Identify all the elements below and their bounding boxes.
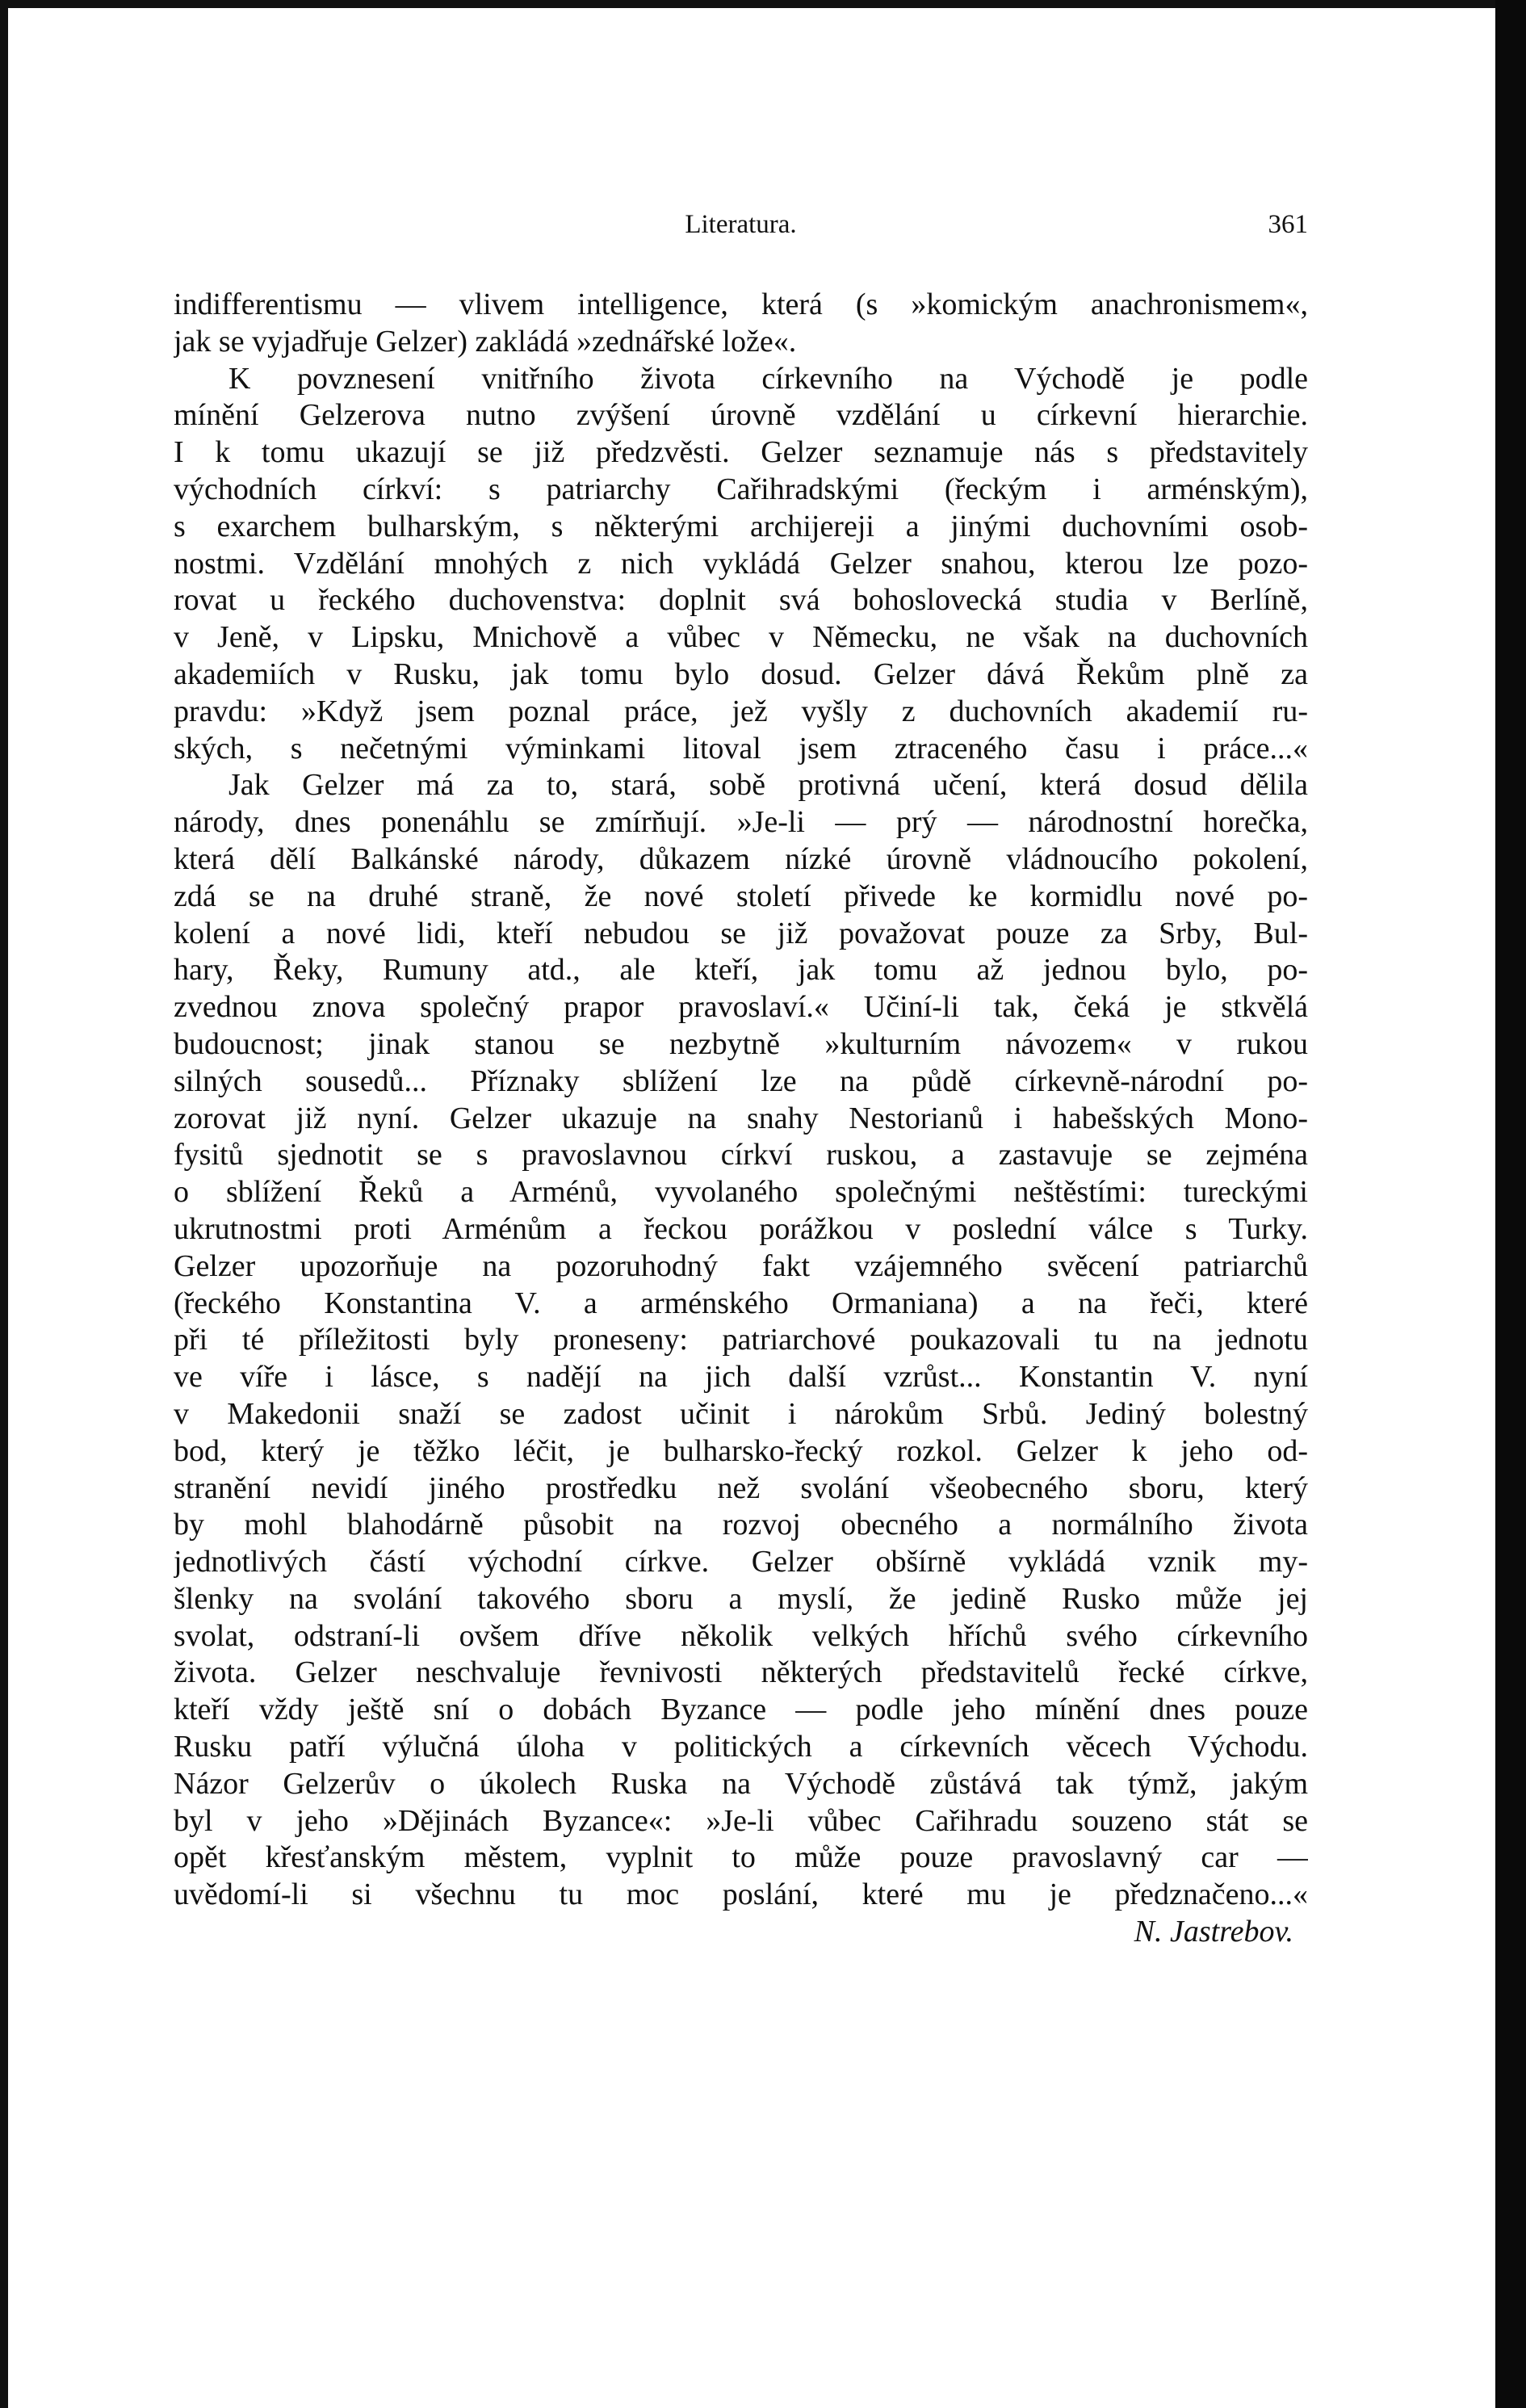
text-line: ve víře i lásce, s nadějí na jich další vzrůst... Konstantin V. nyní	[174, 1360, 1308, 1395]
text-line: budoucnost; jinak stanou se nezbytně »kulturním návozem« v rukou	[174, 1026, 1308, 1061]
page-number: 361	[1268, 210, 1308, 239]
text-line: Jak Gelzer má za to, stará, sobě protivná učení, která dosud dělila	[228, 768, 1308, 803]
text-line: s exarchem bulharským, s některými archijereji a jinými duchovními osob-	[174, 509, 1308, 543]
page-header	[174, 210, 1308, 250]
text-line: v Makedonii snaží se zadost učinit i nárokům Srbů. Jediný bolestný	[174, 1396, 1308, 1431]
text-line: I k tomu ukazují se již předzvěsti. Gelzer seznamuje nás s představitely	[174, 435, 1308, 470]
text-line: kteří vždy ještě sní o dobách Byzance — podle jeho mínění dnes pouze	[174, 1693, 1308, 1727]
text-line: svolat, odstraní-li ovšem dříve několik velkých hříchů svého církevního	[174, 1618, 1308, 1653]
text-line: při té příležitosti byly proneseny: patriarchové poukazovali tu na jednotu	[174, 1323, 1308, 1357]
text-line: stranění nevidí jiného prostředku než svolání všeobecného sboru, který	[174, 1470, 1308, 1505]
text-line: která dělí Balkánské národy, důkazem nízké úrovně vládnoucího pokolení,	[174, 841, 1308, 876]
text-line: Rusku patří výlučná úloha v politických a církevních věcech Východu.	[174, 1730, 1308, 1764]
text-line: v Jeně, v Lipsku, Mnichově a vůbec v Německu, ne však na duchovních	[174, 620, 1308, 655]
text-line: zorovat již nyní. Gelzer ukazuje na snahy Nestorianů i habešských Mono-	[174, 1101, 1308, 1135]
text-line: pravdu: »Když jsem poznal práce, jež vyšly z duchovních akademií ru-	[174, 694, 1308, 728]
text-line: ských, s nečetnými výminkami litoval jsem ztraceného času i práce...«	[174, 731, 1308, 766]
text-line: fysitů sjednotit se s pravoslavnou církví ruskou, a zastavuje se zejména	[174, 1138, 1308, 1173]
text-line: rovat u řeckého duchovenstva: doplnit svá bohoslovecká studia v Berlíně,	[174, 583, 1308, 618]
text-line: silných sousedů... Příznaky sblížení lze na půdě církevně-národní po-	[174, 1063, 1308, 1098]
text-line: akademiích v Rusku, jak tomu bylo dosud. Gelzer dává Řekům plně za	[174, 657, 1308, 691]
text-line: byl v jeho »Dějinách Byzance«: »Je-li vůbec Cařihradu souzeno stát se	[174, 1803, 1308, 1838]
text-line: mínění Gelzerova nutno zvýšení úrovně vzdělání u církevní hierarchie.	[174, 398, 1308, 433]
text-line: Názor Gelzerův o úkolech Ruska na Východě zůstává tak týmž, jakým	[174, 1766, 1308, 1801]
text-line: hary, Řeky, Rumuny atd., ale kteří, jak tomu až jednou bylo, po-	[174, 953, 1308, 988]
article-body	[174, 287, 1308, 1951]
text-line: šlenky na svolání takového sboru a myslí, že jedině Rusko může jej	[174, 1581, 1308, 1616]
text-line: bod, který je těžko léčit, je bulharsko-řecký rozkol. Gelzer k jeho od-	[174, 1433, 1308, 1468]
text-line: zdá se na druhé straně, že nové století přivede ke kormidlu nové po-	[174, 879, 1308, 913]
text-line: K povznesení vnitřního života církevního na Východě je podle	[228, 361, 1308, 396]
text-line: jednotlivých částí východní církve. Gelzer obšírně vykládá vznik my-	[174, 1545, 1308, 1579]
text-line: národy, dnes ponenáhlu se zmírňují. »Je-li — prý — národnostní horečka,	[174, 805, 1308, 840]
text-line: kolení a nové lidi, kteří nebudou se již považovat pouze za Srby, Bul-	[174, 916, 1308, 950]
text-line: indifferentismu — vlivem intelligence, která (s »komickým anachronismem«,	[174, 287, 1308, 321]
text-line: nostmi. Vzdělání mnohých z nich vykládá Gelzer snahou, kterou lze pozo-	[174, 546, 1308, 581]
text-line: (řeckého Konstantina V. a arménského Ormaniana) a na řeči, které	[174, 1286, 1308, 1320]
running-title: Literatura.	[685, 210, 797, 239]
text-line: o sblížení Řeků a Arménů, vyvolaného společnými neštěstími: tureckými	[174, 1175, 1308, 1210]
text-line: života. Gelzer neschvaluje řevnivosti některých představitelů řecké církve,	[174, 1655, 1308, 1690]
text-line: východních církví: s patriarchy Cařihradskými (řeckým i arménským),	[174, 472, 1308, 506]
text-line: ukrutnostmi proti Arménům a řeckou porážkou v poslední válce s Turky.	[174, 1211, 1308, 1246]
text-line: jak se vyjadřuje Gelzer) zakládá »zednářské lože«.	[174, 324, 797, 359]
text-line: zvednou znova společný prapor pravoslaví.« Učiní-li tak, čeká je stkvělá	[174, 990, 1308, 1025]
text-line: uvědomí-li si všechnu tu moc poslání, které mu je předznačeno...«	[174, 1877, 1308, 1912]
text-line: opět křesťanským městem, vyplnit to může pouze pravoslavný car —	[174, 1840, 1308, 1875]
text-line: Gelzer upozorňuje na pozoruhodný fakt vzájemného svěcení patriarchů	[174, 1248, 1308, 1283]
author-signature: N. Jastrebov.	[1134, 1915, 1293, 1949]
scan-edge	[1495, 0, 1526, 2408]
text-line: by mohl blahodárně působit na rozvoj obecného a normálního života	[174, 1508, 1308, 1542]
